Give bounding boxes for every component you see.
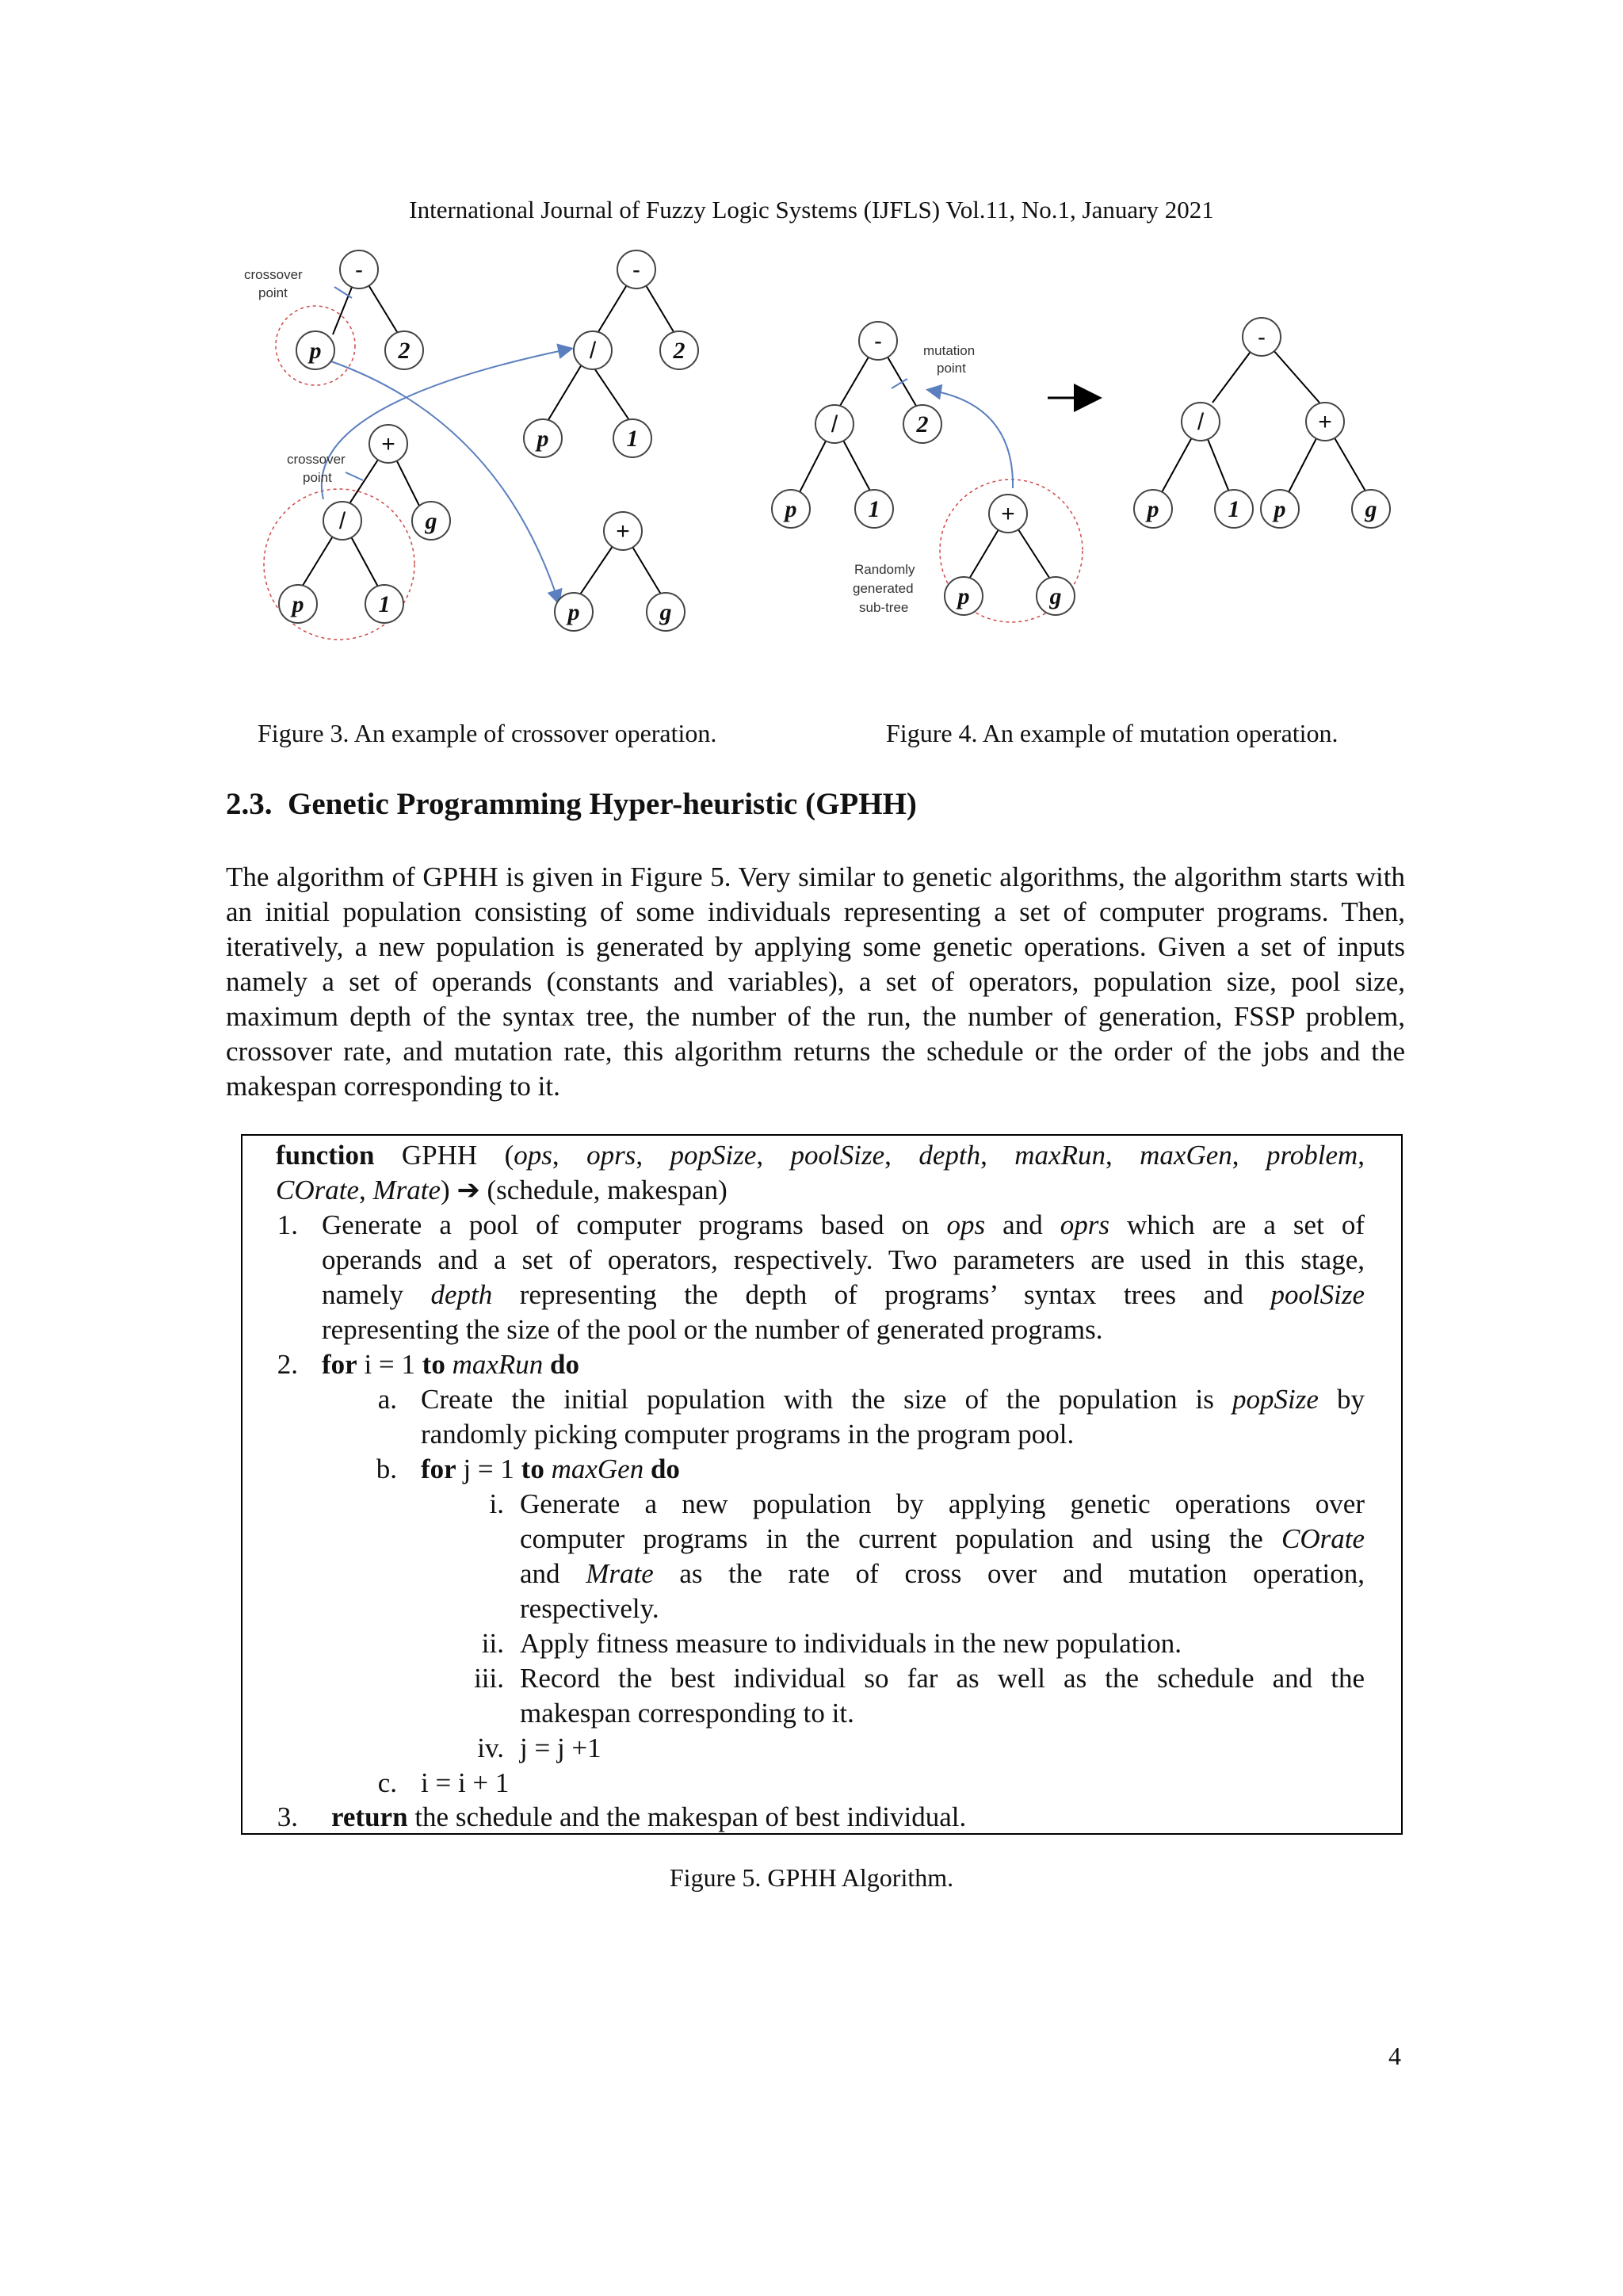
step-1-number: 1. xyxy=(277,1209,298,1240)
step-2b-i-number: i. xyxy=(489,1488,504,1519)
f4-node-minus-a: - xyxy=(874,328,882,354)
f3-node-div-a: / xyxy=(338,508,346,534)
crossover-label-1a: crossover xyxy=(244,267,303,282)
step-2b-iv-number: iv. xyxy=(477,1733,504,1763)
step-1-line-2: operands and a set of operators, respectively. Two parameters are used in this stage, xyxy=(322,1244,1365,1275)
f3-node-1-a: 1 xyxy=(378,591,391,617)
f3-node-2-b: 2 xyxy=(673,338,685,364)
step-2b-i-line-1: Generate a new population by applying genetic operations over xyxy=(520,1488,1365,1519)
mutation-label-a: mutation xyxy=(923,343,976,358)
f3-node-g-a: g xyxy=(425,508,437,534)
figure-3-caption: Figure 3. An example of crossover operation. xyxy=(258,719,717,747)
step-2-line: for i = 1 to maxRun do xyxy=(322,1349,579,1380)
f4-node-g-b: g xyxy=(1365,496,1377,522)
step-2a-number: a. xyxy=(377,1384,397,1415)
f4-node-g-a: g xyxy=(1049,583,1062,609)
step-2b-ii-number: ii. xyxy=(481,1628,504,1659)
step-2b-ii-line: Apply fitness measure to individuals in the new population. xyxy=(520,1628,1182,1659)
f4-node-p-d: p xyxy=(1274,496,1286,522)
running-header: International Journal of Fuzzy Logic Systems (IJFLS) Vol.11, No.1, January 2021 xyxy=(409,196,1214,223)
f3-node-p-b: p xyxy=(292,591,304,617)
step-1-line-3: namely depth representing the depth of programs’ syntax trees and poolSize xyxy=(322,1279,1365,1310)
random-label-b: generated xyxy=(853,581,914,596)
figure-3-crossover-diagram xyxy=(238,238,729,666)
crossover-label-2b: point xyxy=(303,470,332,485)
f3-node-g-b: g xyxy=(659,599,672,625)
f4-node-1-a: 1 xyxy=(868,496,880,522)
f4-node-p-c: p xyxy=(1147,496,1159,522)
body-paragraph: The algorithm of GPHH is given in Figure 5. Very similar to genetic algorithms, the algorithm starts with an initial population consisting of some individuals representing a set of computer programs. Then, iteratively, a new population is generated by applying some genetic operations. Given a set of inputs namely a set of operands (constants and variables), a set of operators, population size, pool size, maximum depth of the syntax tree, the number of the run, the number of generation, FSSP problem, crossover rate, and mutation rate, this algorithm returns the schedule or the order of the jobs and the makespan corresponding to it. xyxy=(226,861,1405,1102)
f3-node-p-a: p xyxy=(309,338,322,364)
step-2b-line: for j = 1 to maxGen do xyxy=(421,1454,680,1484)
step-2b-i-line-4: respectively. xyxy=(520,1593,659,1624)
f4-node-div-b: / xyxy=(1197,409,1205,435)
step-2b-i-line-3: and Mrate as the rate of cross over and mutation operation, xyxy=(520,1558,1365,1589)
f3-node-plus-a: + xyxy=(381,431,395,457)
f4-node-minus-b: - xyxy=(1258,324,1266,350)
step-2b-number: b. xyxy=(376,1454,397,1484)
f3-node-minus-a: - xyxy=(355,257,363,283)
f4-node-p-b: p xyxy=(957,583,970,609)
figure-5-caption: Figure 5. GPHH Algorithm. xyxy=(669,1863,954,1892)
step-3-line: return the schedule and the makespan of best individual. xyxy=(331,1801,967,1832)
algo-signature-line-1: function GPHH (ops, oprs, popSize, poolSize, depth, maxRun, maxGen, problem, xyxy=(276,1140,1365,1171)
crossover-label-1b: point xyxy=(258,285,288,300)
f3-node-minus-b: - xyxy=(632,257,640,283)
step-3-number: 3. xyxy=(277,1801,298,1832)
random-label-c: sub-tree xyxy=(859,600,909,615)
f4-node-plus-a: + xyxy=(1001,501,1015,527)
step-2b-iii-line-2: makespan corresponding to it. xyxy=(520,1698,854,1729)
page-number: 4 xyxy=(1388,2042,1401,2070)
step-2c-line: i = i + 1 xyxy=(421,1767,510,1798)
algorithm-box xyxy=(241,1134,1403,1835)
f3-node-2-a: 2 xyxy=(398,338,411,364)
crossover-label-2a: crossover xyxy=(287,452,346,467)
f4-node-plus-b: + xyxy=(1318,409,1332,435)
f3-node-div-b: / xyxy=(589,338,597,364)
step-2a-line-1: Create the initial population with the size of the population is popSize by xyxy=(421,1384,1365,1415)
section-number: 2.3. xyxy=(226,787,273,821)
random-label-a: Randomly xyxy=(854,562,915,577)
step-2a-line-2: randomly picking computer programs in the program pool. xyxy=(421,1419,1075,1450)
figure-4-mutation-diagram xyxy=(761,301,1395,642)
f4-node-2: 2 xyxy=(916,411,929,437)
mutation-label-b: point xyxy=(937,361,966,376)
figure-4-caption: Figure 4. An example of mutation operation. xyxy=(886,719,1338,747)
step-2b-iii-number: iii. xyxy=(474,1663,504,1694)
algo-signature-line-2: COrate, Mrate) ➔ (schedule, makespan) xyxy=(276,1175,727,1205)
step-2b-iii-line-1: Record the best individual so far as well as the schedule and the xyxy=(520,1663,1365,1694)
f3-node-1-b: 1 xyxy=(626,426,639,452)
f3-node-p-c: p xyxy=(537,426,549,452)
step-2b-i-line-2: computer programs in the current population and using the COrate xyxy=(520,1523,1365,1554)
f4-node-div-a: / xyxy=(831,411,838,437)
f4-node-p-a: p xyxy=(785,496,797,522)
f3-node-plus-b: + xyxy=(616,518,630,544)
step-2c-number: c. xyxy=(377,1767,397,1798)
f4-node-1-b: 1 xyxy=(1228,496,1240,522)
step-1-line-4: representing the size of the pool or the number of generated programs. xyxy=(322,1314,1103,1345)
step-2b-iv-line: j = j +1 xyxy=(520,1733,601,1763)
step-2-number: 2. xyxy=(277,1349,298,1380)
section-heading xyxy=(226,786,917,822)
f3-node-p-d: p xyxy=(567,599,580,625)
section-title: Genetic Programming Hyper-heuristic (GPHH) xyxy=(288,787,917,821)
step-1-line-1: Generate a pool of computer programs based on ops and oprs which are a set of xyxy=(322,1209,1365,1240)
